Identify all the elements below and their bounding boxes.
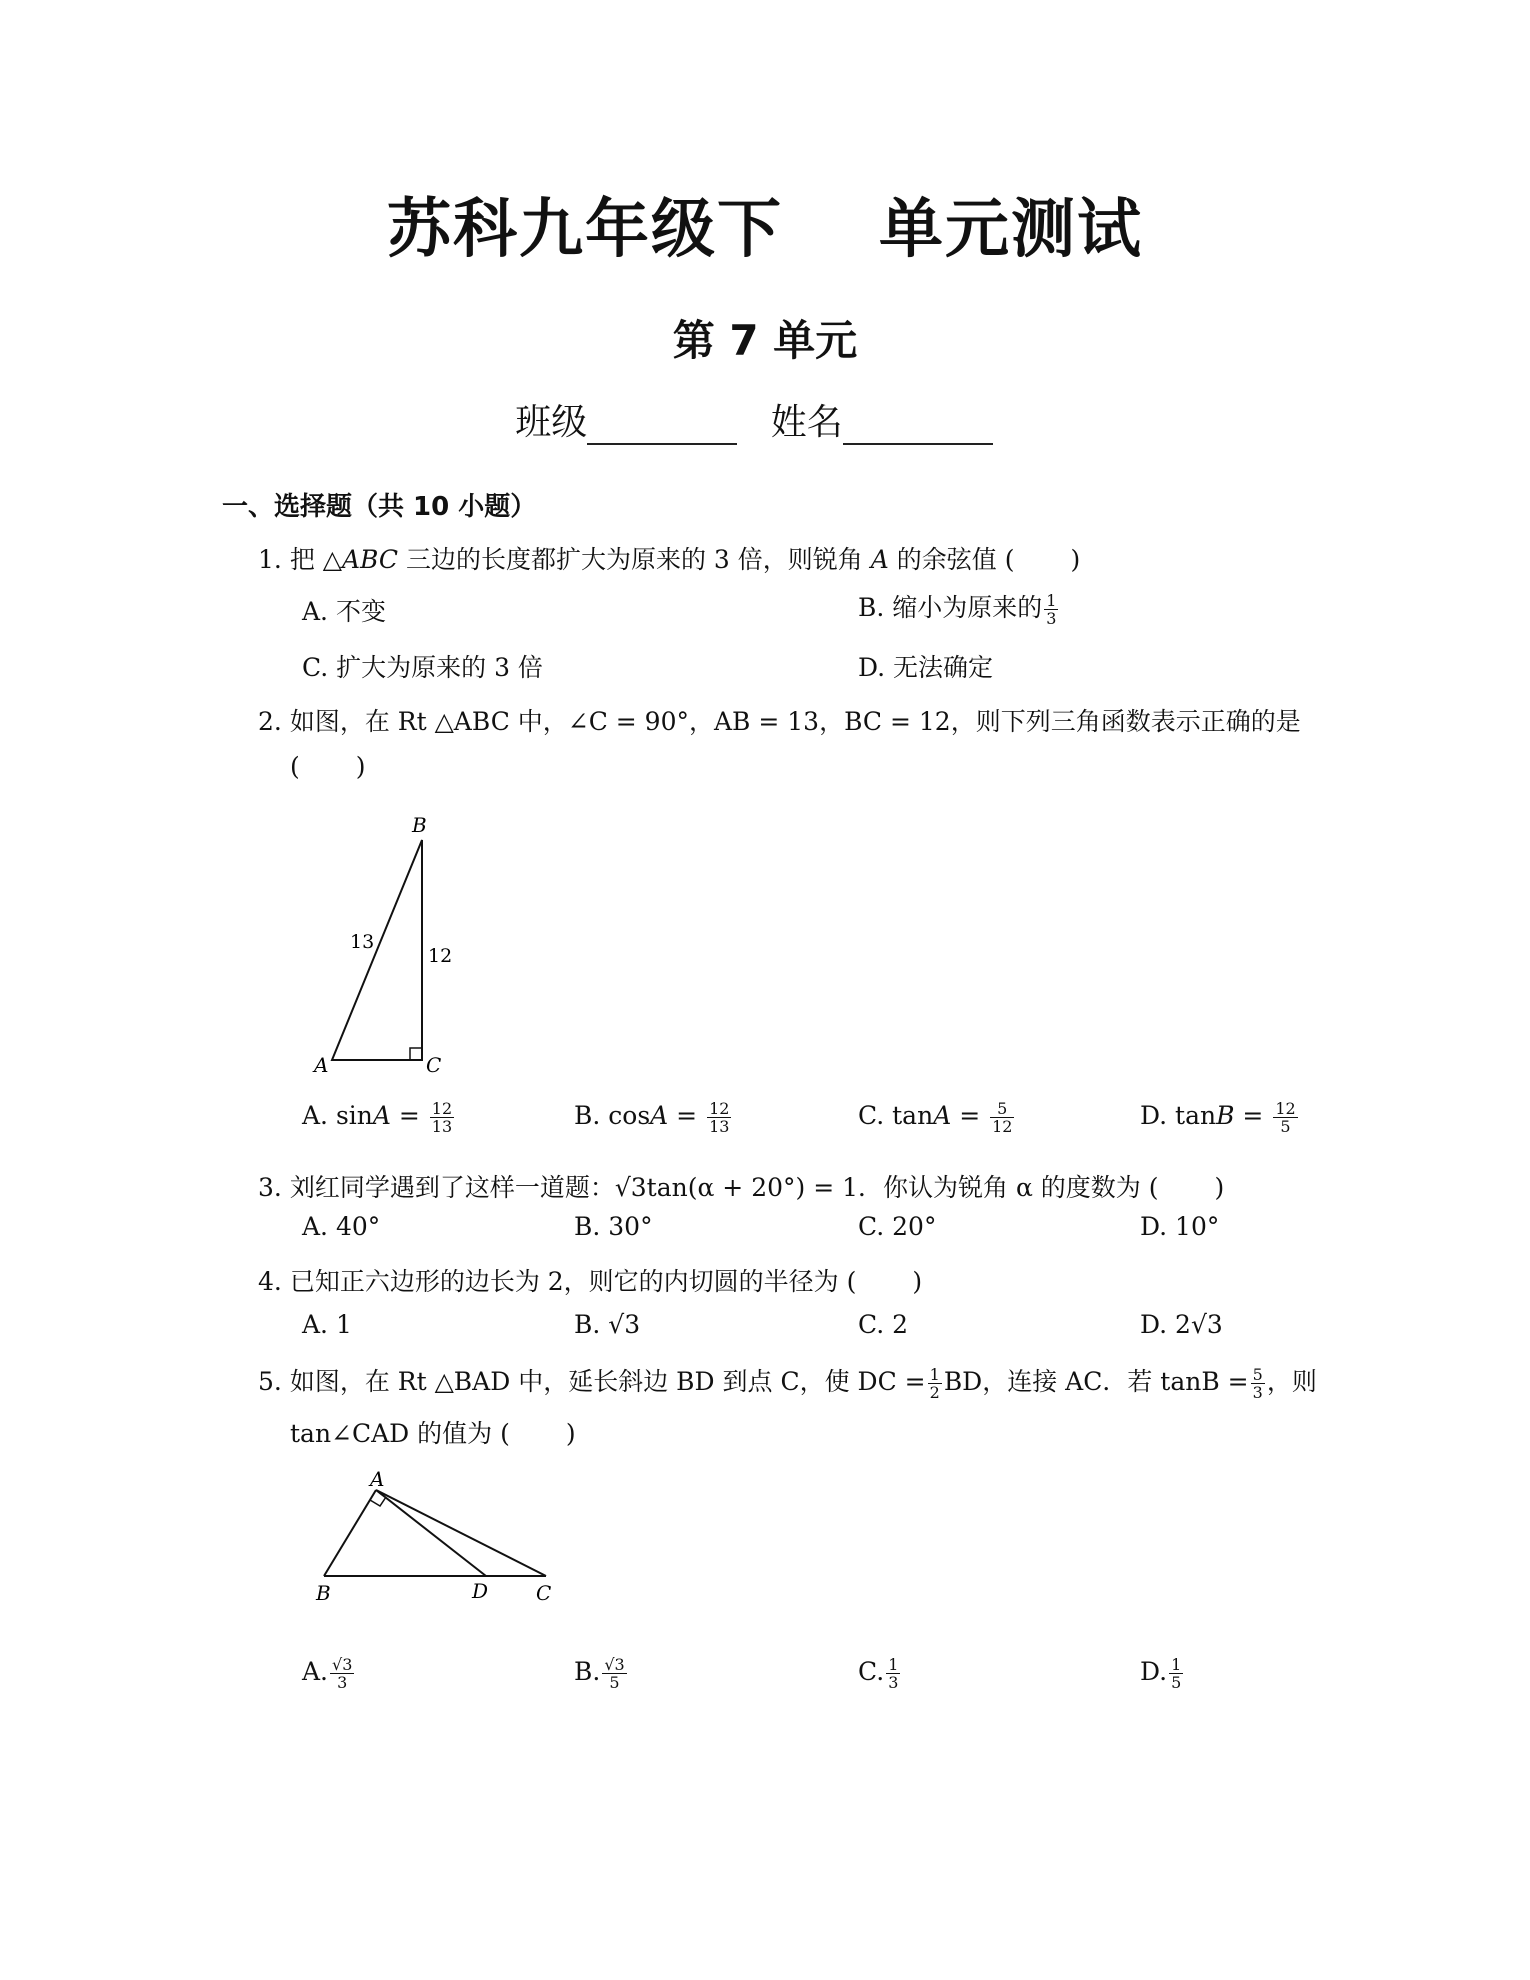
question-2	[258, 702, 1301, 738]
option-4d[interactable]: D. 2√3	[1140, 1310, 1223, 1339]
question-equation: √3tan(α + 20°) = 1．你认为锐角 α 的度数为	[614, 1173, 1141, 1202]
vertex-label-a: A	[370, 1470, 385, 1491]
vertex-label-a: A	[314, 1053, 329, 1077]
title-right: 单元测试	[879, 193, 1143, 267]
fraction: $\frac{1}{5}$	[1171, 1655, 1182, 1692]
title-left: 苏科九年级下	[387, 193, 783, 267]
answer-parens-2[interactable]: ( )	[290, 752, 366, 781]
question-text: 如图，在 Rt △ABC 中，∠C = 90°，AB = 13，BC = 12，则下列三角函数表示正确的是	[289, 707, 1301, 736]
question-number: 1.	[258, 545, 282, 574]
fraction: $\frac{12}{5}$	[1275, 1099, 1296, 1136]
option-4a[interactable]: A. 1	[302, 1310, 352, 1339]
question-number: 5.	[258, 1367, 282, 1396]
right-angle-mark	[370, 1497, 386, 1506]
side-label-ab: 13	[350, 931, 375, 953]
question-number: 3.	[258, 1173, 282, 1202]
option-5b[interactable]: B. $\frac{√3}{5}$	[574, 1655, 625, 1692]
option-4c[interactable]: C. 2	[858, 1310, 909, 1339]
vertex-label-d: D	[472, 1579, 489, 1603]
segment-ad	[376, 1490, 486, 1576]
vertex-label-c: C	[426, 1053, 442, 1077]
fraction: $\frac{√3}{3}$	[332, 1655, 353, 1692]
fraction: $\frac{1}{3}$	[888, 1655, 899, 1692]
option-5c[interactable]: C. $\frac{1}{3}$	[858, 1655, 899, 1692]
option-4b[interactable]: B. √3	[574, 1310, 641, 1339]
option-2a[interactable]: A. sinA = $\frac{12}{13}$	[302, 1099, 453, 1136]
triangle-bad-figure	[300, 1470, 580, 1610]
option-2b[interactable]: B. cosA = $\frac{12}{13}$	[574, 1099, 730, 1136]
math-var: ABC	[342, 545, 399, 574]
question-text: 如图，在 Rt △BAD 中，延长斜边 BD 到点 C，使 DC =	[289, 1367, 926, 1396]
option-3d[interactable]: D. 10°	[1140, 1212, 1220, 1241]
question-5-line2: tan∠CAD 的值为 ( )	[290, 1419, 576, 1448]
right-triangle-figure	[300, 810, 480, 1080]
fraction: $\frac{12}{13}$	[431, 1099, 453, 1136]
triangle-abc	[332, 840, 422, 1060]
vertex-label-b: B	[316, 1581, 331, 1605]
option-1d[interactable]: D. 无法确定	[858, 653, 994, 682]
class-blank[interactable]	[587, 409, 737, 445]
question-4: 4. 已知正六边形的边长为 2，则它的内切圆的半径为 ( )	[258, 1267, 923, 1296]
name-label: 姓名	[770, 402, 843, 443]
question-text: BD，连接 AC．若 tanB =	[943, 1367, 1249, 1396]
option-3c[interactable]: C. 20°	[858, 1212, 937, 1241]
question-5	[258, 1362, 1317, 1401]
right-angle-mark	[410, 1048, 422, 1060]
option-1c[interactable]: C. 扩大为原来的 3 倍	[302, 653, 543, 682]
option-2c[interactable]: C. tanA = $\frac{5}{12}$	[858, 1099, 1013, 1136]
option-5a[interactable]: A. $\frac{√3}{3}$	[302, 1655, 353, 1692]
question-text: ，则	[1266, 1367, 1317, 1396]
fraction: $\frac{12}{13}$	[709, 1099, 730, 1136]
question-text: 的余弦值	[888, 545, 997, 574]
question-text: 把 △	[289, 545, 342, 574]
question-text: 已知正六边形的边长为 2，则它的内切圆的半径为	[289, 1267, 839, 1296]
math-var: A	[870, 545, 889, 574]
fraction: $\frac{√3}{5}$	[604, 1655, 625, 1692]
question-text: 三边的长度都扩大为原来的 3 倍，则锐角	[398, 545, 871, 574]
segment-ab	[324, 1490, 376, 1576]
page-title	[0, 178, 1530, 270]
question-number: 4.	[258, 1267, 282, 1296]
name-blank[interactable]	[843, 409, 993, 445]
unit-heading: 第 7 单元	[672, 316, 858, 365]
vertex-label-c: C	[536, 1581, 552, 1605]
section-title: 一、选择题（共 10 小题）	[222, 492, 537, 522]
fraction: $\frac{1}{2}$	[929, 1365, 940, 1402]
vertex-label-b: B	[412, 813, 427, 837]
option-text: B. 缩小为原来的	[858, 593, 1043, 622]
option-5d[interactable]: D. $\frac{1}{5}$	[1140, 1655, 1182, 1692]
option-2d[interactable]: D. tanB = $\frac{12}{5}$	[1140, 1099, 1296, 1136]
question-text: tan∠CAD 的值为	[290, 1419, 493, 1448]
fraction: $\frac{5}{3}$	[1252, 1365, 1263, 1402]
question-1: 1. 把 △ABC 三边的长度都扩大为原来的 3 倍，则锐角 A 的余弦值 ( )	[258, 545, 1081, 574]
fraction: $\frac{5}{12}$	[992, 1099, 1013, 1136]
class-label: 班级	[515, 402, 588, 443]
fraction: $\frac{1}{3}$	[1046, 591, 1057, 628]
student-info	[0, 394, 1530, 445]
option-3b[interactable]: B. 30°	[574, 1212, 653, 1241]
question-3: 3. 刘红同学遇到了这样一道题：√3tan(α + 20°) = 1．你认为锐角 α 的度数为 ( )	[258, 1173, 1225, 1202]
option-1b[interactable]	[858, 588, 1060, 627]
option-1a[interactable]: A. 不变	[302, 597, 386, 626]
segment-ac	[376, 1490, 546, 1576]
question-text: 刘红同学遇到了这样一道题：	[289, 1173, 615, 1202]
option-3a[interactable]: A. 40°	[302, 1212, 381, 1241]
question-number: 2.	[258, 707, 282, 736]
side-label-bc: 12	[428, 945, 453, 967]
